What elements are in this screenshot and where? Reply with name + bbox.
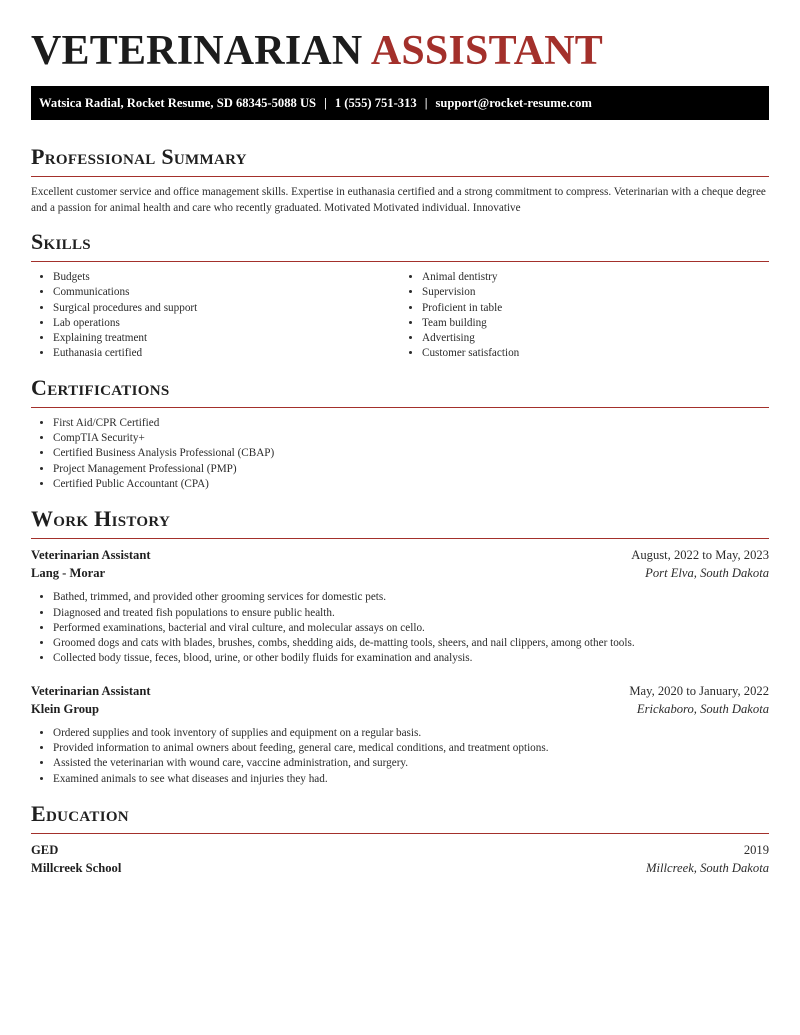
- education-section: [31, 802, 769, 877]
- job-title-row: [31, 546, 769, 564]
- job-duty: • Performed examinations, bacterial and viral culture, and molecular assays on cello.: [53, 621, 769, 636]
- name-last: ASSISTANT: [370, 28, 603, 74]
- resume-name: [31, 0, 769, 72]
- job-duty: • Assisted the veterinarian with wound care, vaccine administration, and surgery.: [53, 756, 769, 771]
- contact-separator: |: [324, 95, 327, 110]
- certification-item: • Project Management Professional (PMP): [53, 462, 769, 477]
- skill-item: • Communications: [53, 285, 400, 300]
- skill-item: • Supervision: [422, 285, 769, 300]
- skill-item: • Budgets: [53, 270, 400, 285]
- skills-list-left: [31, 270, 400, 362]
- skill-item: • Lab operations: [53, 316, 400, 331]
- job-duty: • Provided information to animal owners about feeding, general care, medical conditions, and treatment options.: [53, 741, 769, 756]
- job-duties: [31, 590, 769, 666]
- job-company: Klein Group: [31, 701, 99, 716]
- skill-item: • Advertising: [422, 331, 769, 346]
- name-first: VETERINARIAN: [31, 28, 363, 74]
- skill-item: • Team building: [422, 316, 769, 331]
- contact-bar: [31, 86, 769, 120]
- skill-item: • Surgical procedures and support: [53, 301, 400, 316]
- summary-section: [31, 145, 769, 216]
- job-duty: • Collected body tissue, feces, blood, urine, or other bodily fluids for examination and analysis.: [53, 651, 769, 666]
- section-divider: [31, 407, 769, 408]
- education-heading: Education: [31, 800, 129, 826]
- certification-item: • First Aid/CPR Certified: [53, 416, 769, 431]
- certifications-section: [31, 376, 769, 492]
- work-history-heading: Work History: [31, 506, 171, 532]
- job-entry: [31, 682, 769, 787]
- certification-item: • Certified Public Accountant (CPA): [53, 477, 769, 492]
- skill-item: • Euthanasia certified: [53, 346, 400, 361]
- job-duty: • Ordered supplies and took inventory of supplies and equipment on a regular basis.: [53, 726, 769, 741]
- section-divider: [31, 833, 769, 834]
- education-school-row: [31, 859, 769, 877]
- education-degree: GED: [31, 842, 59, 857]
- summary-heading: Professional Summary: [31, 144, 247, 169]
- contact-phone: 1 (555) 751-313: [334, 95, 417, 110]
- section-divider: [31, 176, 769, 177]
- job-location: Port Elva, South Dakota: [645, 566, 769, 581]
- job-role: Veterinarian Assistant: [31, 683, 151, 698]
- section-divider: [31, 538, 769, 539]
- job-duty: • Bathed, trimmed, and provided other grooming services for domestic pets.: [53, 590, 769, 605]
- education-location: Millcreek, South Dakota: [646, 860, 769, 875]
- education-year: 2019: [743, 842, 769, 857]
- job-duty: • Examined animals to see what diseases and injuries they had.: [53, 772, 769, 787]
- skills-list-right: [400, 270, 769, 362]
- certification-item: • CompTIA Security+: [53, 431, 769, 446]
- certification-item: • Certified Business Analysis Professional (CBAP): [53, 446, 769, 461]
- contact-email[interactable]: support@rocket-resume.com: [435, 95, 592, 110]
- skills-grid: [31, 270, 769, 362]
- certifications-list: [31, 416, 769, 492]
- skills-section: [31, 230, 769, 362]
- skill-item: • Customer satisfaction: [422, 346, 769, 361]
- job-company-row: [31, 700, 769, 718]
- skills-heading: Skills: [31, 229, 91, 254]
- education-school: Millcreek School: [31, 860, 122, 875]
- skill-item: • Proficient in table: [422, 301, 769, 316]
- job-duty: • Diagnosed and treated fish populations to ensure public health.: [53, 606, 769, 621]
- job-company-row: [31, 564, 769, 582]
- certifications-heading: Certifications: [31, 374, 170, 400]
- contact-address: Watsica Radial, Rocket Resume, SD 68345-5088 US: [39, 95, 317, 110]
- job-duties: [31, 726, 769, 787]
- section-divider: [31, 261, 769, 262]
- education-entry: [31, 841, 769, 877]
- summary-text: Excellent customer service and office management skills. Expertise in euthanasia certified and a strong commitment to compress. Veterinarian with a cheque degree and a passion for animal health and care who recently graduated. Motivated Motivated individual. Innovative: [31, 186, 766, 214]
- work-history-section: [31, 507, 769, 787]
- job-company: Lang - Morar: [31, 566, 106, 581]
- job-duty: • Groomed dogs and cats with blades, brushes, combs, shedding aids, de-matting tools, sheers, and nail clippers, among other tools.: [53, 636, 769, 651]
- job-title-row: [31, 682, 769, 700]
- contact-separator: |: [424, 95, 428, 110]
- job-dates: August, 2022 to May, 2023: [631, 548, 769, 563]
- job-entry: [31, 546, 769, 666]
- skill-item: • Explaining treatment: [53, 331, 400, 346]
- education-degree-row: [31, 841, 769, 859]
- job-location: Erickaboro, South Dakota: [636, 701, 769, 716]
- job-dates: May, 2020 to January, 2022: [629, 683, 769, 698]
- job-role: Veterinarian Assistant: [31, 548, 151, 563]
- skill-item: • Animal dentistry: [422, 270, 769, 285]
